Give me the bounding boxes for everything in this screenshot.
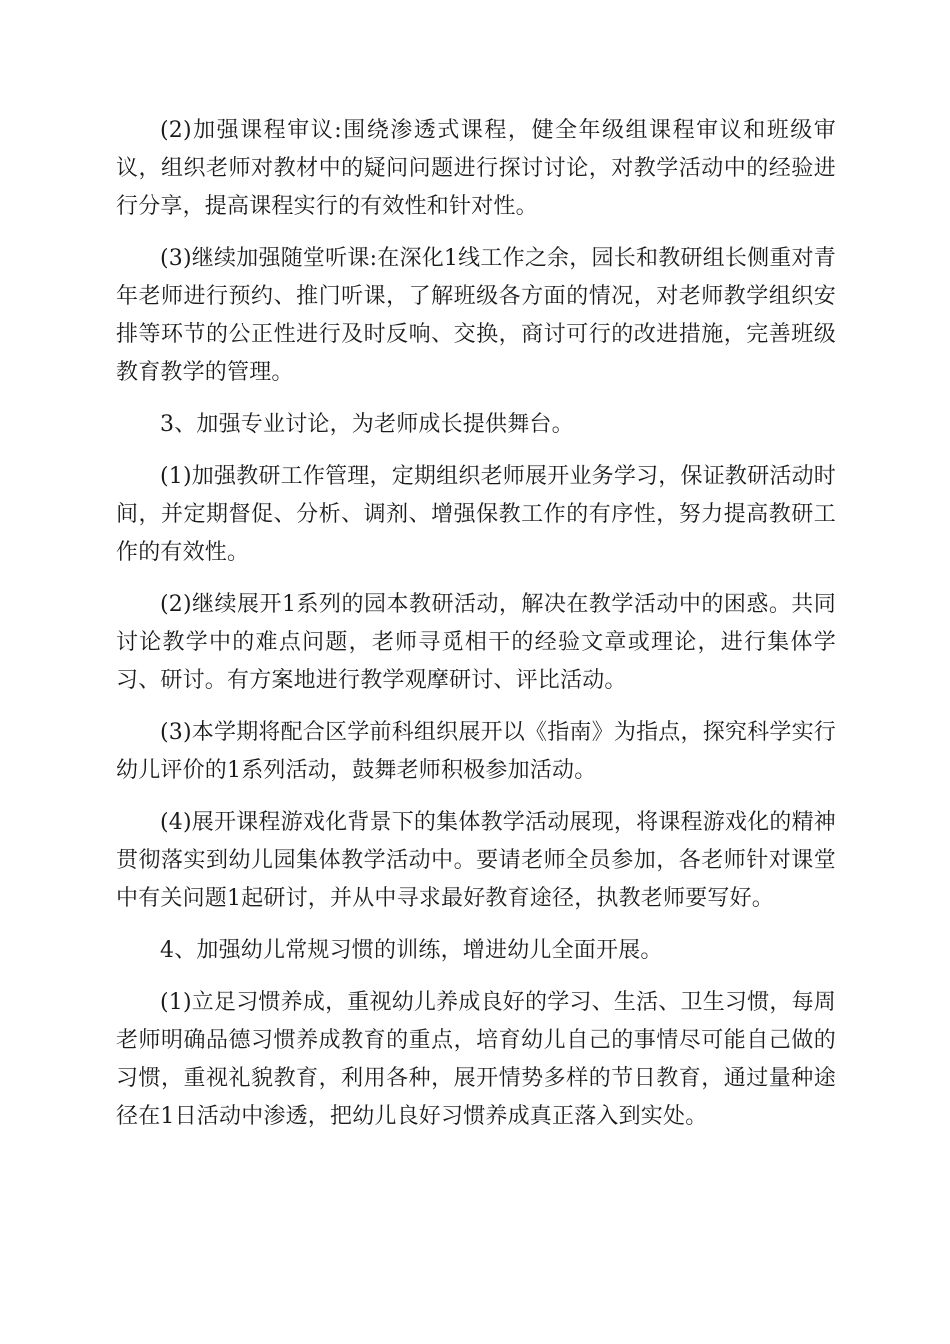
section-heading-professional-discussion: 3、加强专业讨论，为老师成长提供舞台。 <box>160 412 574 437</box>
paragraph-habit-formation: (1)立足习惯养成，重视幼儿养成良好的学习、生活、卫生习惯，每周老师明确品德习惯养成教育的重点，培育幼儿自己的事情尽可能自己做的习惯，重视礼貌教育，利用各种，展开情势多样的节日教育，通过量种途径在1日活动中渗透，把幼儿良好习惯养成真正落入到实处。 <box>116 990 836 1129</box>
paragraph-guide-evaluation: (3)本学期将配合区学前科组织展开以《指南》为指点，探究科学实行幼儿评价的1系列活动，鼓舞老师积极参加活动。 <box>116 720 836 783</box>
paragraph-class-observation: (3)继续加强随堂听课:在深化1线工作之余，园长和教研组长侧重对青年老师进行预约、推门听课，了解班级各方面的情况，对老师教学组织安排等环节的公正性进行及时反响、交换，商讨可行的改进措施，完善班级教育教学的管理。 <box>116 246 836 385</box>
document-body <box>116 112 836 1150</box>
paragraph-game-teaching: (4)展开课程游戏化背景下的集体教学活动展现，将课程游戏化的精神贯彻落实到幼儿园集体教学活动中。要请老师全员参加，各老师针对课堂中有关问题1起研讨，并从中寻求最好教育途径，执教老师要写好。 <box>116 810 836 911</box>
paragraph-research-management: (1)加强教研工作管理，定期组织老师展开业务学习，保证教研活动时间，并定期督促、分析、调剂、增强保教工作的有序性，努力提高教研工作的有效性。 <box>116 464 836 565</box>
section-heading-habit-training: 4、加强幼儿常规习惯的训练，增进幼儿全面开展。 <box>160 938 663 963</box>
paragraph-school-research: (2)继续展开1系列的园本教研活动，解决在教学活动中的困惑。共同讨论教学中的难点问题，老师寻觅相干的经验文章或理论，进行集体学习、研讨。有方案地进行教学观摩研讨、评比活动。 <box>116 592 836 693</box>
paragraph-course-review: (2)加强课程审议:围绕渗透式课程，健全年级组课程审议和班级审议，组织老师对教材中的疑问问题进行探讨讨论，对教学活动中的经验进行分享，提高课程实行的有效性和针对性。 <box>116 118 836 219</box>
